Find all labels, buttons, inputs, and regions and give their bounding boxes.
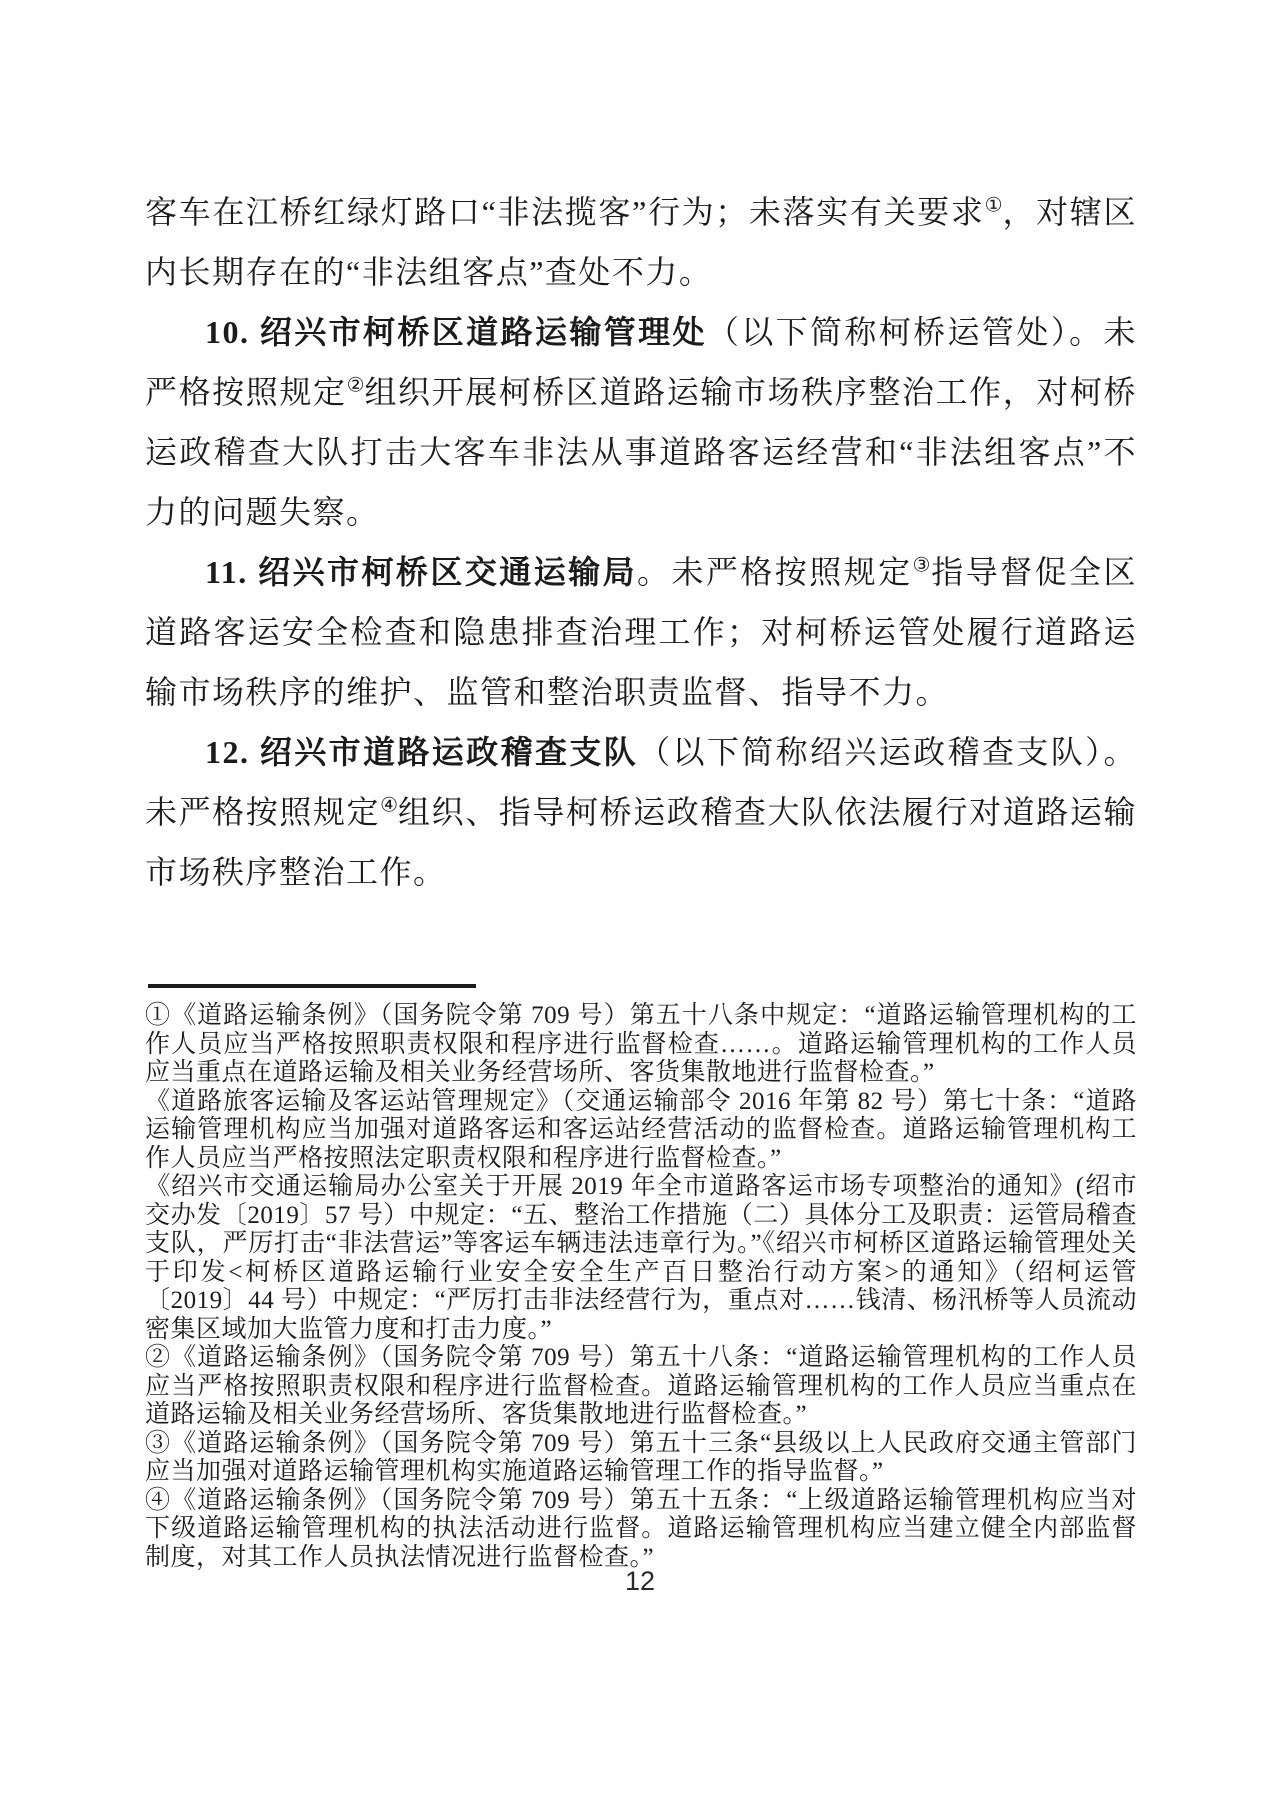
footnote: ①《道路运输条例》（国务院令第 709 号）第五十八条中规定：“道路运输管理机构的工作人员应当严格按照职责权限和程序进行监督检查……。道路运输管理机构的工作人员应当重点在道路运输及相关业务经营场所、客货集散地进行监督检查。” [145,1002,1137,1086]
footnote: 《绍兴市交通运输局办公室关于开展 2019 年全市道路客运市场专项整治的通知》(绍市交办发〔2019〕57 号）中规定：“五、整治工作措施（二）具体分工及职责：运管局稽查支队，严厉打击“非法营运”等客运车辆违法违章行为。”《绍兴市柯桥区道路运输管理处关于印发<柯桥区道路运输行业安全安全生产百日整治行动方案>的通知》（绍柯运管〔2019〕44 号）中规定：“严厉打击非法经营行为，重点对……钱清、杨汛桥等人员流动密集区域加大监管力度和打击力度。” [145,1173,1137,1343]
body-paragraph [145,542,1137,722]
paragraph-text: （以下简称绍兴运政稽查支队）。未严格按照规定 [145,734,1137,830]
footnote-reference-marker: ① [984,194,1003,217]
page-number: 12 [624,1566,656,1596]
body-paragraph [145,302,1137,542]
footnote: ③《道路运输条例》（国务院令第 709 号）第五十三条“县级以上人民政府交通主管部门应当加强对道路运输管理机构实施道路运输管理工作的指导监督。” [145,1429,1137,1485]
body-paragraph [145,722,1137,902]
paragraph-text: 。未严格按照规定 [637,554,913,590]
footnote-reference-marker: ② [346,374,365,397]
footnote: ②《道路运输条例》（国务院令第 709 号）第五十八条：“道路运输管理机构的工作人员应当严格按照职责权限和程序进行监督检查。道路运输管理机构的工作人员应当重点在道路运输及相关业务经营场所、客货集散地进行监督检查。” [145,1344,1137,1428]
paragraph-text: 组织开展柯桥区道路运输市场秩序整治工作，对柯桥运政稽查大队打击大客车非法从事道路客运经营和“非法组客点”不力的问题失察。 [145,374,1137,530]
body-paragraph [145,182,1137,302]
paragraph-heading-text: 12. 绍兴市道路运政稽查支队 [205,734,639,770]
body-text-block [145,182,1137,902]
paragraph-heading-text: 10. 绍兴市柯桥区道路运输管理处 [205,314,707,350]
paragraph-text: （以下简称柯桥运管处）。未严格按照规定 [145,314,1137,410]
paragraph-text: 指导督促全区道路客运安全检查和隐患排查治理工作；对柯桥运管处履行道路运输市场秩序的维护、监管和整治职责监督、指导不力。 [145,554,1137,710]
footnote: ④《道路运输条例》（国务院令第 709 号）第五十五条：“上级道路运输管理机构应当对下级道路运输管理机构的执法活动进行监督。道路运输管理机构应当建立健全内部监督制度，对其工作人员执法情况进行监督检查。” [145,1486,1137,1571]
footnote-reference-marker: ④ [380,794,399,817]
paragraph-heading-text: 11. 绍兴市柯桥区交通运输局 [205,554,638,590]
paragraph-text: 客车在江桥红绿灯路口“非法揽客”行为；未落实有关要求 [145,194,985,230]
footnote: 《道路旅客运输及客运站管理规定》（交通运输部令 2016 年第 82 号）第七十条：“道路运输管理机构应当加强对道路客运和客运站经营活动的监督检查。道路运输管理机构工作人员应当严格按照法定职责权限和程序进行监督检查。” [145,1087,1137,1172]
footnote-reference-marker: ③ [912,554,932,577]
footnote-separator [148,984,476,988]
paragraph-text: 组织、指导柯桥运政稽查大队依法履行对道路运输市场秩序整治工作。 [145,794,1137,890]
paragraph-text: ，对辖区内长期存在的“非法组客点”查处不力。 [145,194,1137,290]
footnotes-block [145,1002,1137,1572]
